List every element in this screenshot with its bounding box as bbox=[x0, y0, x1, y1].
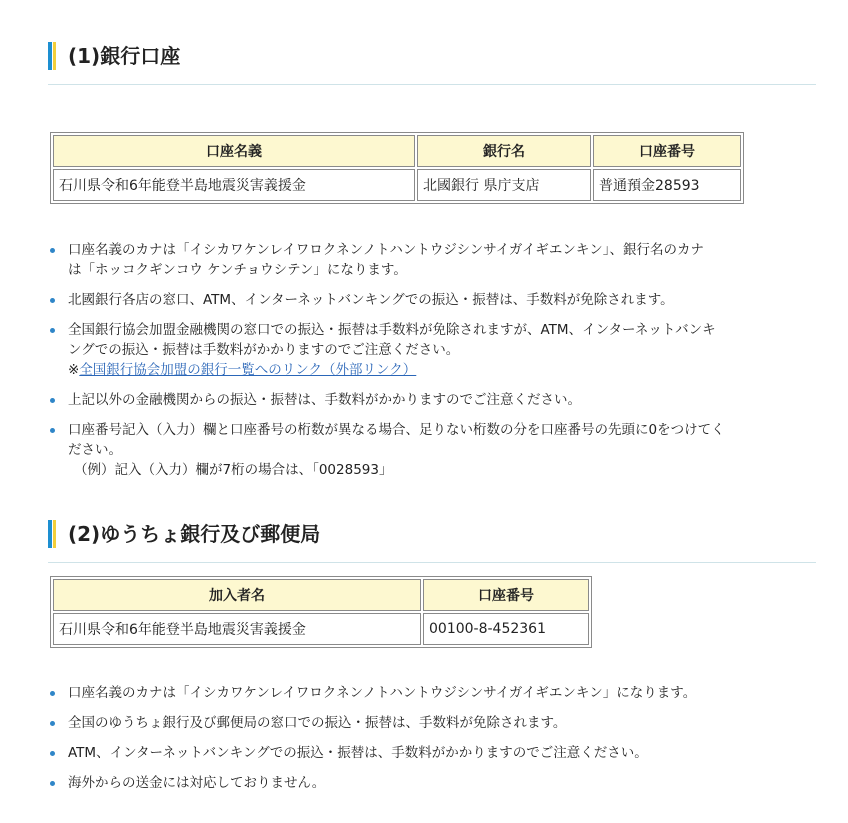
heading-accent-bar bbox=[48, 520, 52, 548]
note-text: 口座名義のカナは「イシカワケンレイワロクネンノトハントウジシンサイガイギエンキン」になります。 bbox=[68, 685, 697, 701]
section-heading-bank bbox=[48, 40, 816, 85]
note-text: ングでの振込・振替は手数料がかかりますのでご注意ください。 bbox=[68, 342, 460, 358]
cell-account-number: 00100-8-452361 bbox=[423, 613, 589, 645]
bank-account-table bbox=[50, 132, 744, 204]
col-header-subscriber-name: 加入者名 bbox=[53, 579, 421, 611]
list-item bbox=[48, 683, 818, 703]
table-header-row bbox=[53, 135, 741, 167]
heading-accent-bar bbox=[48, 42, 52, 70]
bullet-icon bbox=[50, 248, 55, 253]
note-text: は「ホッコクギンコウ ケンチョウシテン」になります。 bbox=[68, 262, 407, 278]
bullet-icon bbox=[50, 328, 55, 333]
note-text: 北國銀行各店の窓口、ATM、インターネットバンキングでの振込・振替は、手数料が免除されます。 bbox=[68, 292, 674, 308]
bank-list-external-link[interactable]: 全国銀行協会加盟の銀行一覧へのリンク（外部リンク） bbox=[79, 362, 417, 378]
note-text: 口座番号記入（入力）欄と口座番号の桁数が異なる場合、足りない桁数の分を口座番号の先頭に0をつけてく bbox=[68, 422, 725, 438]
list-item bbox=[48, 713, 818, 733]
bank-notes-list bbox=[48, 240, 818, 490]
heading-accent-bar-secondary bbox=[53, 42, 56, 70]
bullet-icon bbox=[50, 298, 55, 303]
cell-account-number: 普通預金28593 bbox=[593, 169, 741, 201]
list-item bbox=[48, 290, 818, 310]
note-text: 海外からの送金には対応しておりません。 bbox=[68, 775, 326, 791]
note-text: ださい。 bbox=[68, 442, 122, 458]
note-text: 全国のゆうちょ銀行及び郵便局の窓口での振込・振替は、手数料が免除されます。 bbox=[68, 715, 567, 731]
bullet-icon bbox=[50, 398, 55, 403]
link-line bbox=[68, 360, 818, 380]
col-header-account-number: 口座番号 bbox=[593, 135, 741, 167]
col-header-account-number: 口座番号 bbox=[423, 579, 589, 611]
bullet-icon bbox=[50, 428, 55, 433]
list-item bbox=[48, 320, 818, 380]
cell-subscriber-name: 石川県令和6年能登半島地震災害義援金 bbox=[53, 613, 421, 645]
bullet-icon bbox=[50, 781, 55, 786]
bullet-icon bbox=[50, 691, 55, 696]
japanpost-notes-list bbox=[48, 683, 818, 803]
japanpost-account-table bbox=[50, 576, 592, 648]
cell-bank-name: 北國銀行 県庁支店 bbox=[417, 169, 591, 201]
list-item bbox=[48, 240, 818, 280]
section-heading-japanpost bbox=[48, 518, 816, 563]
bullet-icon bbox=[50, 721, 55, 726]
bullet-icon bbox=[50, 751, 55, 756]
section-title: (2)ゆうちょ銀行及び郵便局 bbox=[68, 522, 321, 546]
note-text: 上記以外の金融機関からの振込・振替は、手数料がかかりますのでご注意ください。 bbox=[68, 392, 581, 408]
list-item bbox=[48, 390, 818, 410]
table-row bbox=[53, 613, 589, 645]
col-header-bank-name: 銀行名 bbox=[417, 135, 591, 167]
list-item bbox=[48, 773, 818, 793]
example-text: （例）記入（入力）欄が7桁の場合は、「0028593」 bbox=[74, 462, 393, 478]
note-text: ATM、インターネットバンキングでの振込・振替は、手数料がかかりますのでご注意ください。 bbox=[68, 745, 648, 761]
col-header-account-name: 口座名義 bbox=[53, 135, 415, 167]
note-text: 全国銀行協会加盟金融機関の窓口での振込・振替は手数料が免除されますが、ATM、インターネットバンキ bbox=[68, 322, 716, 338]
list-item bbox=[48, 420, 818, 480]
list-item bbox=[48, 743, 818, 763]
heading-accent-bar-secondary bbox=[53, 520, 56, 548]
table-header-row bbox=[53, 579, 589, 611]
note-text: 口座名義のカナは「イシカワケンレイワロクネンノトハントウジシンサイガイギエンキン」、銀行名のカナ bbox=[68, 242, 705, 258]
table-row bbox=[53, 169, 741, 201]
link-prefix: ※ bbox=[68, 362, 80, 378]
cell-account-name: 石川県令和6年能登半島地震災害義援金 bbox=[53, 169, 415, 201]
section-title: (1)銀行口座 bbox=[68, 44, 181, 68]
